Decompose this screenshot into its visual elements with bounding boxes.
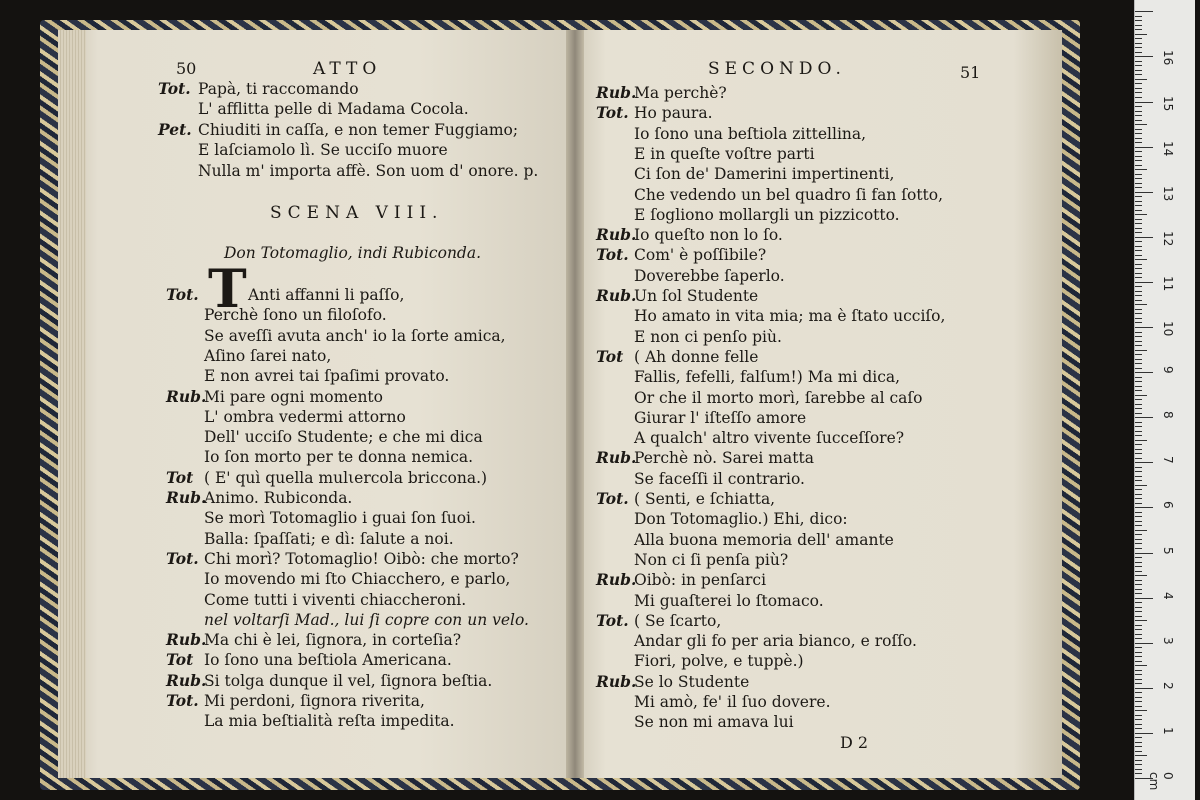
ruler-tick [1135,602,1142,603]
ruler-tick [1135,88,1142,89]
verse-line: Chiuditi in caſſa, e non temer Fuggiamo; [198,120,519,139]
verse-line: Or che il morto morì, ſarebbe al caſo [634,388,923,407]
speaker-label: Rub. [166,670,207,690]
ruler-tick [1135,742,1142,743]
ruler-tick [1135,417,1153,418]
verse-line: Se non mi amava lui [634,713,794,732]
ruler-tick [1135,111,1142,112]
ruler-tick [1135,589,1142,590]
ruler-tick [1135,674,1142,675]
verse-line: A qualch' altro vivente ſucceſſore? [634,429,905,448]
ruler-tick [1135,399,1142,400]
speaker-label: Tot. [596,610,629,630]
ruler-label: 0 cm [1147,772,1175,791]
verse-line: Non ci ſi penſa più? [634,550,789,569]
ruler-tick [1135,580,1142,581]
ruler-tick [1135,422,1142,423]
speaker-label: Rub. [596,225,637,245]
verse-line: Balla: ſpaſſati; e dì: ſalute a noi. [204,529,454,548]
right-page [576,30,1062,778]
ruler-tick [1135,390,1142,391]
ruler-tick [1135,467,1142,468]
verse-line: L' ombra vedermi attorno [204,407,406,426]
verse-line: Io movendo mi ſto Chiacchero, e parlo, [204,570,511,589]
ruler-tick [1135,322,1142,323]
ruler-tick [1135,102,1153,103]
ruler-tick [1135,566,1142,567]
ruler-tick [1135,656,1142,657]
ruler-tick [1135,350,1147,351]
ruler-label: 5 [1161,546,1175,555]
verse-line: Aſino ſarei nato, [204,346,332,365]
ruler-tick [1135,449,1142,450]
verse-line: L' afflitta pelle di Madama Cocola. [198,100,469,119]
ruler-tick [1135,241,1142,242]
speaker-label: Rub. [596,448,637,468]
verse-line: Doverebbe ſaperlo. [634,266,785,285]
ruler-tick [1135,697,1142,698]
ruler-label: 7 [1161,456,1175,464]
ruler-tick [1135,431,1142,432]
ruler-tick [1135,773,1142,774]
ruler-tick [1135,309,1142,310]
ruler-tick [1135,480,1142,481]
ruler-tick [1135,692,1142,693]
ruler-tick [1135,246,1142,247]
ruler-tick [1135,300,1142,301]
ruler-label: 9 [1161,366,1175,374]
verse-line: E ſogliono mollargli un pizzicotto. [634,205,900,224]
speaker-label: Tot [166,650,194,670]
ruler-tick [1135,661,1142,662]
verse-line: Nulla m' importa affè. Son uom d' onore. p. [198,161,539,180]
ruler-tick [1135,52,1142,53]
ruler-tick [1135,724,1142,725]
ruler-label: 1 [1161,726,1175,735]
verse-line: Se morì Totomaglio i guai ſon ſuoi. [204,509,476,528]
speaker-label: Tot. [596,245,629,265]
ruler-label: 2 [1161,681,1175,690]
ruler-tick [1135,683,1142,684]
ruler-tick [1135,160,1142,161]
verse-line: Io queſto non lo ſo. [634,226,783,245]
verse-line: E in queſte voſtre parti [634,144,815,163]
ruler-tick [1135,34,1147,35]
ruler-tick [1135,719,1142,720]
verse-line: Com' è poſſibile? [634,246,767,265]
ruler-tick [1135,147,1153,148]
ruler-tick [1135,557,1142,558]
ruler-tick [1135,142,1142,143]
drop-cap: T [208,259,247,320]
ruler-tick [1135,665,1147,666]
ruler-tick [1135,74,1142,75]
ruler-tick [1135,47,1142,48]
ruler-tick [1135,232,1142,233]
verse-line: Ho amato in vita mia; ma è ſtato ucciſo, [634,307,946,326]
running-head: SECONDO. [708,59,846,79]
ruler-tick [1135,341,1142,342]
speaker-label: Rub. [166,386,207,406]
left-page [58,30,574,778]
ruler-tick [1135,575,1147,576]
page-number: 51 [960,63,981,82]
ruler-tick [1135,688,1153,689]
verse-line: Anti affanni li paſſo, [248,286,405,304]
speaker-label: Tot [596,346,624,366]
speaker-label: Tot. [166,285,199,304]
ruler-tick [1135,61,1142,62]
ruler-tick [1135,408,1142,409]
page-number: 50 [176,59,197,78]
verse-line: Si tolga dunque il vel, ſignora beſtia. [204,671,493,690]
scene-title: SCENA VIII. [270,203,444,223]
verse-line: Andar gli fo per aria bianco, e roſſo. [634,632,917,651]
verse-line: Io ſon morto per te donna nemica. [204,448,474,467]
ruler-tick [1135,471,1142,472]
ruler-tick [1135,494,1142,495]
speaker-label: Tot. [166,548,199,568]
ruler-tick [1135,214,1147,215]
speaker-label: Rub. [166,630,207,650]
ruler-label: 12 [1161,230,1175,247]
ruler-tick [1135,11,1153,12]
verse-line: ( Se ſcarto, [634,611,722,630]
ruler-tick [1135,359,1142,360]
ruler-tick [1135,760,1142,761]
ruler-tick [1135,259,1147,260]
ruler-tick [1135,20,1142,21]
ruler-tick [1135,377,1142,378]
ruler-tick [1135,584,1142,585]
ruler-tick [1135,138,1142,139]
scene-characters: Don Totomaglio, indi Rubiconda. [224,244,482,262]
ruler-tick [1135,507,1153,508]
ruler-tick [1135,706,1142,707]
verse-line: Chi morì? Totomaglio! Oibò: che morto? [204,549,519,568]
verse-line: Don Totomaglio.) Ehi, dico: [634,510,848,529]
verse-line: Io ſono una beſtiola Americana. [204,651,452,670]
ruler-tick [1135,228,1142,229]
verse-line: Dell' ucciſo Studente; e che mi dica [204,428,483,447]
ruler-tick [1135,638,1142,639]
ruler-tick [1135,525,1142,526]
verse-line: Papà, ti raccomando [198,80,359,98]
ruler-tick [1135,363,1142,364]
verse-line: Fiori, polve, e tuppè.) [634,652,804,671]
speaker-label: Tot. [158,79,191,98]
ruler-tick [1135,151,1142,152]
ruler-tick [1135,291,1142,292]
stage-direction: nel voltarſi Mad., lui ſi copre con un velo. [204,610,529,629]
ruler-label: 14 [1161,140,1175,156]
ruler-tick [1135,476,1142,477]
speaker-label: Tot. [596,103,629,123]
ruler-tick [1135,192,1153,193]
ruler-tick [1135,534,1142,535]
ruler-tick [1135,187,1142,188]
ruler-tick [1135,733,1153,734]
ruler-tick [1135,165,1142,166]
ruler-tick [1135,643,1153,644]
ruler-label: 11 [1161,275,1175,292]
ruler-tick [1135,219,1142,220]
verse-line: Fallis, fefelli, falſum!) Ma mi dica, [634,368,901,387]
ruler-label: 15 [1161,95,1175,111]
ruler-tick [1135,634,1142,635]
page-fore-edge [58,30,86,778]
speaker-label: Rub. [596,671,637,691]
ruler-tick [1135,647,1142,648]
ruler-tick [1135,701,1142,702]
ruler-tick [1135,332,1142,333]
verse-line: Mi amò, fe' il ſuo dovere. [634,693,831,711]
ruler-tick [1135,679,1142,680]
ruler-tick [1135,223,1142,224]
ruler-tick [1135,286,1142,287]
ruler-tick [1135,620,1147,621]
ruler-tick [1135,120,1142,121]
ruler-tick [1135,282,1153,283]
ruler-tick [1135,386,1142,387]
ruler-tick [1135,201,1142,202]
ruler-tick [1135,539,1142,540]
ruler-tick [1135,115,1142,116]
speaker-label: Tot. [596,489,629,508]
ruler-tick [1135,516,1142,517]
verse-line: Ci ſon de' Damerini impertinenti, [634,165,895,184]
ruler-tick [1135,196,1142,197]
ruler-label: 10 [1161,321,1175,337]
verse-line: Io ſono una beſtiola zittellina, [634,124,867,143]
ruler-tick [1135,25,1142,26]
ruler-tick [1135,571,1142,572]
speaker-label: Rub. [596,286,637,305]
verse-line: ( Senti, e ſchiatta, [634,490,776,508]
ruler-label: 6 [1161,501,1175,510]
ruler-tick [1135,133,1142,134]
ruler-tick [1135,327,1153,328]
ruler-tick [1135,751,1142,752]
verse-line: Perchè nò. Sarei matta [634,449,814,468]
ruler-tick [1135,462,1153,463]
ruler-tick [1135,737,1142,738]
ruler-tick [1135,156,1142,157]
ruler-tick [1135,521,1142,522]
verse-line: E non avrei tai ſpaſimi provato. [204,367,450,386]
verse-line: E non ci penſo più. [634,327,782,346]
ruler-tick [1135,458,1142,459]
ruler-tick [1135,629,1142,630]
ruler-tick [1135,769,1142,770]
ruler-label: 8 [1161,411,1175,419]
ruler-tick [1135,503,1142,504]
ruler-tick [1135,318,1142,319]
verse-line: Perchè ſono un filoſofo. [204,306,387,325]
ruler-tick [1135,440,1147,441]
verse-line: Ma chi è lei, ſignora, in corteſia? [204,631,461,650]
verse-line: Mi guaſterei lo ſtomaco. [634,591,824,610]
verse-line: La mia beſtialità reſta impedita. [204,712,455,731]
ruler-tick [1135,755,1147,756]
ruler-tick [1135,210,1142,211]
ruler-tick [1135,79,1147,80]
ruler-tick [1135,273,1142,274]
ruler-label: 13 [1161,185,1175,201]
verse-line: Un ſol Studente [634,287,759,305]
ruler-tick [1135,295,1142,296]
verse-line: Come tutti i viventi chiaccheroni. [204,590,467,609]
ruler-tick [1135,746,1142,747]
ruler-tick [1135,178,1142,179]
ruler-tick [1135,611,1142,612]
verse-line: Ho paura. [634,104,713,123]
ruler-tick [1135,38,1142,39]
ruler-tick [1135,553,1153,554]
verse-line: ( E' quì quella mulιercola briccona.) [204,468,488,487]
ruler-tick [1135,498,1142,499]
ruler-tick [1135,670,1142,671]
verse-line: Alla buona memoria dell' amante [634,530,894,549]
ruler-tick [1135,250,1142,251]
ruler-tick [1135,345,1142,346]
ruler-tick [1135,65,1142,66]
verse-line: Che vedendo un bel quadro ſi fan ſotto, [634,185,944,204]
ruler-tick [1135,56,1153,57]
ruler-tick [1135,16,1142,17]
speaker-label: Tot. [166,691,199,710]
ruler-tick [1135,413,1142,414]
ruler-tick [1135,530,1147,531]
speaker-label: Rub. [596,83,637,102]
speaker-label: Pet. [158,119,192,139]
ruler-tick [1135,715,1142,716]
verse-line: ( Ah donne felle [634,347,759,366]
ruler-tick [1135,598,1153,599]
ruler-tick [1135,255,1142,256]
verse-line: Oibò: in penſarci [634,571,767,590]
ruler-tick [1135,304,1147,305]
ruler-tick [1135,625,1142,626]
ruler-tick [1135,70,1142,71]
ruler-tick [1135,29,1142,30]
ruler-tick [1135,562,1142,563]
running-head: ATTO [313,59,382,79]
ruler-tick [1135,183,1142,184]
ruler-tick [1135,548,1142,549]
ruler-label: 3 [1161,636,1175,645]
verse-line: Giurar l' iſteſſo amore [634,408,807,427]
ruler-tick [1135,512,1142,513]
ruler-tick [1135,368,1142,369]
speaker-label: Rub. [596,570,637,590]
ruler-tick [1135,264,1142,265]
ruler-tick [1135,543,1142,544]
ruler-tick [1135,381,1142,382]
ruler-tick [1135,354,1142,355]
ruler-tick [1135,764,1142,765]
ruler-tick [1135,43,1142,44]
ruler-tick [1135,607,1142,608]
verse-line: Se aveſſi avuta anch' io la ſorte amica, [204,326,506,345]
ruler-tick [1135,444,1142,445]
verse-line: Ma perchè? [634,84,727,102]
ruler-tick [1135,453,1142,454]
ruler-tick [1135,174,1142,175]
ruler-tick [1135,728,1142,729]
ruler-tick [1135,205,1142,206]
ruler-tick [1135,485,1147,486]
ruler-tick [1135,336,1142,337]
ruler-tick [1135,616,1142,617]
ruler-tick [1135,277,1142,278]
ruler-tick [1135,710,1147,711]
verse-line: E laſciamolo lì. Se ucciſo muore [198,141,448,160]
ruler-tick [1135,83,1142,84]
ruler-tick [1135,129,1142,130]
ruler-tick [1135,489,1142,490]
verse-line: Se faceſſi il contrario. [634,469,805,488]
ruler-tick [1135,169,1147,170]
ruler-tick [1135,268,1142,269]
signature-mark: D 2 [840,733,869,752]
verse-line: Mi pare ogni momento [204,387,383,406]
measuring-ruler [1134,0,1195,800]
ruler-tick [1135,435,1142,436]
ruler-tick [1135,313,1142,314]
ruler-tick [1135,426,1142,427]
speaker-label: Rub. [166,488,207,507]
ruler-tick [1135,97,1142,98]
ruler-tick [1135,124,1147,125]
ruler-tick [1135,372,1153,373]
ruler-tick [1135,593,1142,594]
verse-line: Animo. Rubiconda. [204,489,353,507]
ruler-tick [1135,92,1142,93]
ruler-tick [1135,652,1142,653]
verse-line: Se lo Studente [634,672,750,691]
ruler-label: 16 [1161,50,1175,66]
ruler-tick [1135,237,1153,238]
ruler-tick [1135,404,1142,405]
verse-line: Mi perdoni, ſignora riverita, [204,692,425,710]
book-gutter [566,30,584,778]
ruler-tick [1135,106,1142,107]
ruler-tick [1135,395,1147,396]
speaker-label: Tot [166,467,194,487]
ruler-label: 4 [1161,591,1175,600]
